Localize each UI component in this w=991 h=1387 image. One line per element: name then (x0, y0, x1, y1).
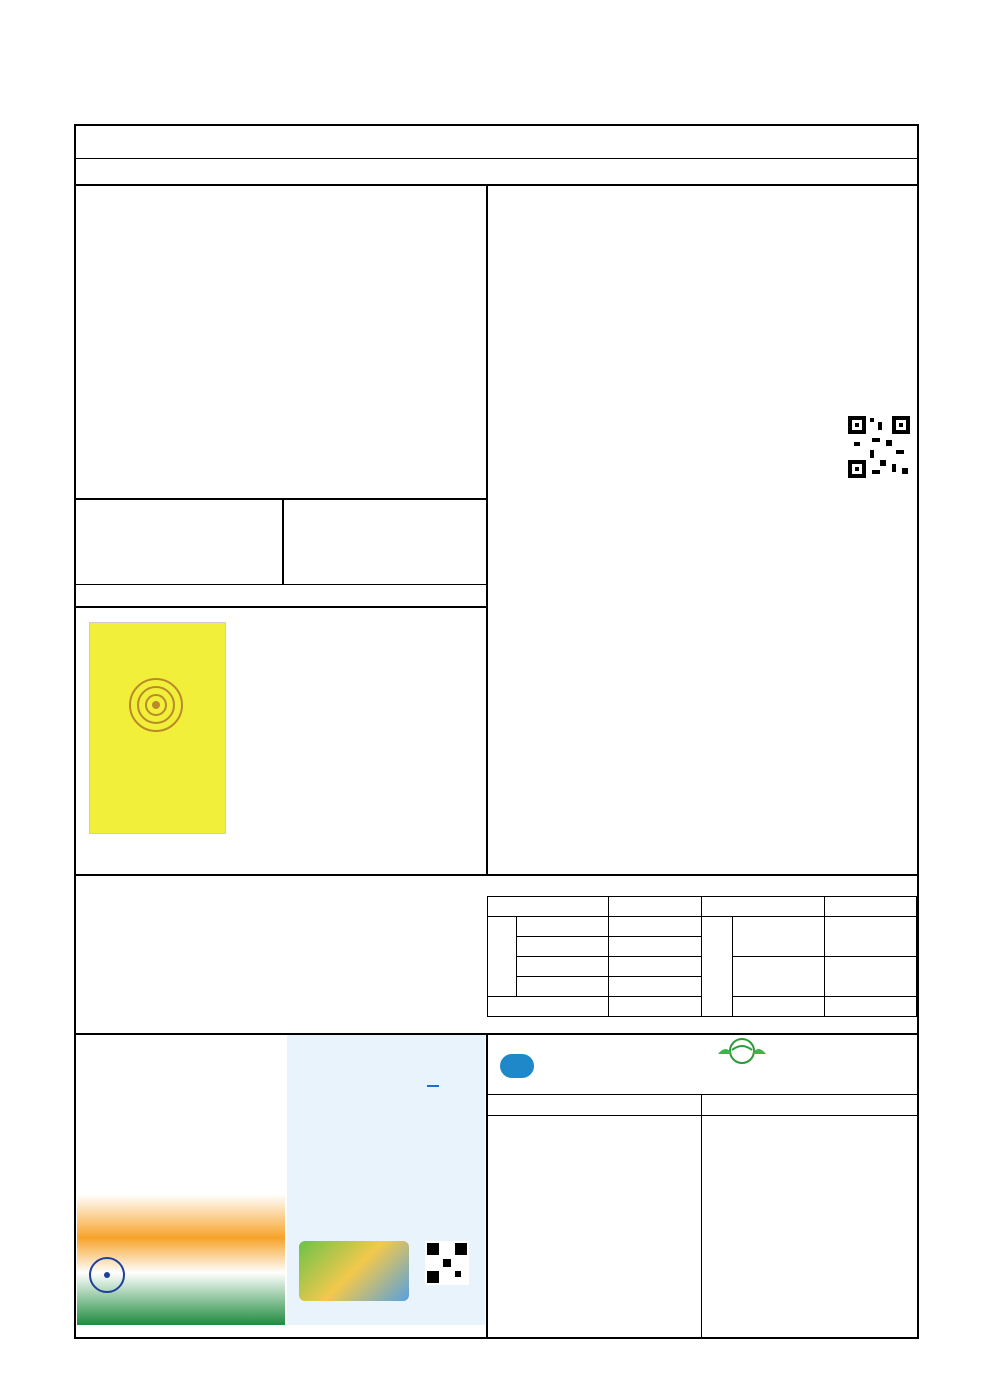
earth-col-divider (701, 1094, 702, 1337)
book-cover-image (89, 622, 226, 834)
prayer-person (609, 977, 701, 997)
camp-badge (427, 1085, 439, 1087)
column-divider (486, 184, 488, 874)
middle-divider (74, 874, 919, 876)
prayer-person (609, 957, 701, 977)
dawn-top-line (74, 584, 487, 585)
camp-qr-icon[interactable] (425, 1241, 469, 1285)
meal-value (824, 897, 916, 917)
earth-hands-icon (714, 1036, 770, 1066)
worship-bottom-line (74, 498, 487, 500)
clean-label (488, 897, 609, 917)
meal-label (701, 897, 824, 917)
guide-person (824, 957, 916, 997)
camp-photo (299, 1241, 409, 1301)
evening-divider (282, 498, 284, 584)
prayer-person (609, 997, 701, 1017)
guide-person (824, 917, 916, 957)
ashoka-wheel-icon (87, 1255, 127, 1295)
prayer-label (488, 917, 517, 997)
earth-head-top (487, 1094, 918, 1095)
ammonite-icon (126, 675, 186, 735)
prayer-slot (517, 977, 609, 997)
earth-head-bottom (487, 1115, 918, 1116)
prayer-person (609, 937, 701, 957)
prayer-slot (517, 937, 609, 957)
qr-code-icon[interactable] (846, 414, 912, 480)
guide-slot (732, 997, 824, 1017)
header-bottom-line (74, 184, 919, 186)
month-badge (500, 1054, 534, 1078)
service-table (487, 896, 917, 1017)
guide-slot (732, 917, 824, 957)
prayer-slot (488, 997, 609, 1017)
india-mission-poster (77, 1035, 285, 1325)
dawn-bottom-line (74, 606, 487, 608)
guide-slot (732, 957, 824, 997)
prayer-slot (517, 917, 609, 937)
header-divider (74, 158, 919, 159)
family-camp-poster (287, 1035, 485, 1325)
guide-label (701, 917, 732, 1017)
clean-value (609, 897, 701, 917)
bottom-divider (486, 1033, 488, 1337)
prayer-person (609, 917, 701, 937)
guide-person (824, 997, 916, 1017)
prayer-slot (517, 957, 609, 977)
